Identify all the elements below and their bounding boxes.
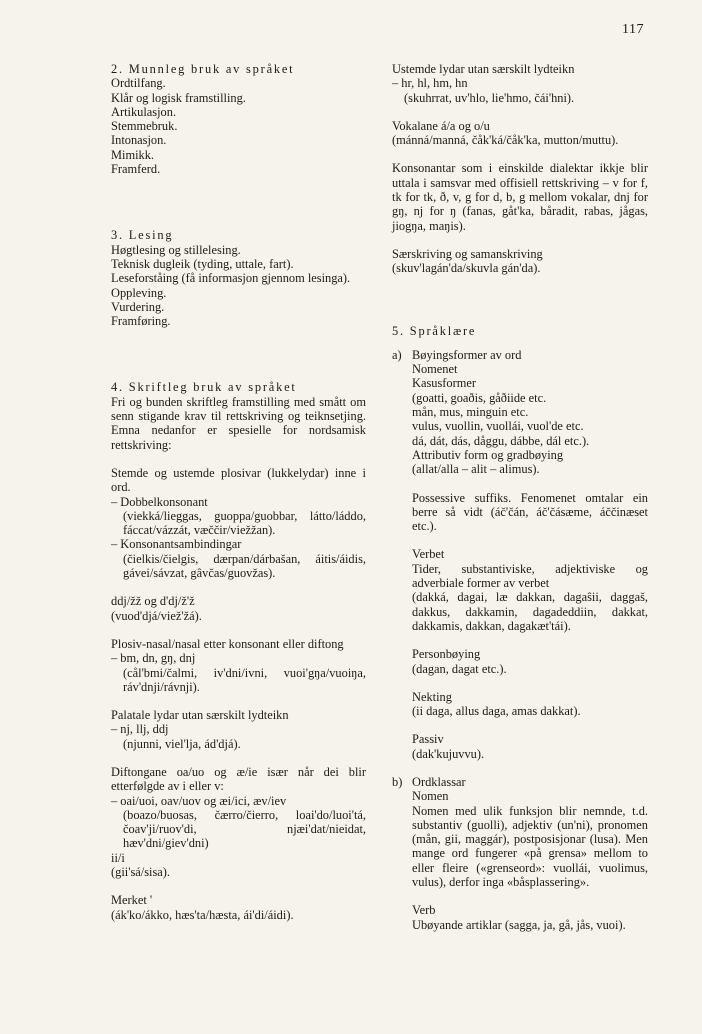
- subsection-b: [392, 775, 648, 932]
- list-item: – Dobbelkonsonant: [111, 495, 366, 509]
- list-item: Vurdering.: [111, 299, 165, 314]
- section-heading-4: 4. Skriftleg bruk av språket: [111, 380, 297, 395]
- paragraph: Plosiv-nasal/nasal etter konsonant eller diftong: [111, 636, 344, 651]
- example-text: (viekká/lieggas, guoppa/guobbar, látto/láddo, fáccat/vázzát, væččir/viežžan).: [123, 508, 366, 538]
- list-item: Intonasjon.: [111, 133, 167, 148]
- example-text: (gii'sá/sisa).: [111, 865, 171, 880]
- list-item: – oai/uoi, oav/uov og æi/ici, æv/iev: [111, 794, 366, 808]
- list-item: – hr, hl, hm, hn: [392, 76, 648, 90]
- paragraph: Stemde og ustemde plosivar (lukkelydar) inne i ord.: [111, 465, 366, 495]
- subheading: Personbøying: [412, 647, 481, 662]
- section-heading-2: 2. Munnleg bruk av språket: [111, 62, 295, 76]
- example-text: (cål'bmi/čalmi, iv'dni/ivni, vuoi'gŋa/vuoiŋa, ráv'dnji/rávnji).: [123, 665, 366, 694]
- paragraph: Fri og bunden skriftleg framstilling med smått om senn stigande krav til rettskriving og teiknsetjing. Emna nedanfor er spesielle for nordsamisk rettskriving:: [111, 394, 366, 452]
- left-column: [111, 62, 366, 922]
- list-item: Framferd.: [111, 162, 161, 177]
- example-text: (allat/alla – alit – alimus).: [412, 462, 540, 477]
- paragraph: Særskriving og samanskriving: [392, 246, 543, 261]
- subheading: Nomenet: [412, 362, 458, 377]
- paragraph: ii/i: [111, 850, 125, 865]
- example-text: (ii daga, allus daga, amas dakkat).: [412, 704, 581, 719]
- example-text: (dakká, dagai, læ dakkan, dagaŝii, daggaš, dakkus, dakkamin, dagadeddiin, dakkat, dakkamis, dakkan, dagakæt'tái).: [412, 590, 648, 633]
- page-number: 117: [622, 22, 644, 37]
- subheading: Attributiv form og gradbøying: [412, 447, 564, 462]
- paragraph: Konsonantar som i einskilde dialektar ikkje blir uttala i samsvar med offisiell rettskriving – v for f, tk for tk, ð, v, g for d, b, g mellom vokalar, dnj for gŋ, nj for ŋ (fanas, gåt'ka, båradit, rabas, jågas, jiogŋa, maŋis).: [392, 161, 648, 233]
- subsection-title: Ordklassar: [412, 774, 466, 789]
- paragraph: Nomen med ulik funksjon blir nemnde, t.d. substantiv (guolli), adjektiv (un'ni), pronomen (mån, gii, maggár), postposisjonar (lusa). Men mange ord fungerer «på grensa» mellom to eller fleire («grenseord»: vuollái, vuolimus, vulus), derfor inga «båsplassering».: [412, 803, 648, 890]
- example-text: (skuv'lagán'da/skuvla gán'da).: [392, 261, 541, 276]
- list-item: Leseforståing (få informasjon gjennom lesinga).: [111, 271, 351, 286]
- subsection-title: Bøyingsformer av ord: [412, 347, 522, 362]
- list-item: – bm, dn, gŋ, dnj: [111, 651, 366, 665]
- list-item: Høgtlesing og stillelesing.: [111, 242, 241, 257]
- paragraph: Ubøyande artiklar (sagga, ja, gå, jås, vuoi).: [412, 917, 626, 932]
- example-text: (dak'kujuvvu).: [412, 746, 485, 761]
- list-item: – Konsonantsambindingar: [111, 537, 366, 551]
- example-text: (njunni, viel'lja, ád'djá).: [123, 736, 241, 751]
- subheading: Verb: [412, 903, 436, 918]
- list-item: Framføring.: [111, 314, 171, 329]
- subheading: Passiv: [412, 732, 444, 747]
- section-heading-5: 5. Språklære: [392, 323, 477, 338]
- subheading: Verbet: [412, 547, 445, 562]
- example-text: (mánná/manná, čåk'ká/čåk'ka, mutton/muttu).: [392, 133, 619, 148]
- list-item: – nj, llj, ddj: [111, 722, 366, 736]
- example-text: (skuhrrat, uv'hlo, lie'hmo, čái'hni).: [404, 90, 575, 105]
- subheading: Nomen: [412, 789, 449, 804]
- list-item: Mimikk.: [111, 147, 155, 162]
- subsection-a: [392, 348, 648, 761]
- example-text: (ák'ko/ákko, hæs'ta/hæsta, ái'di/áidi).: [111, 907, 294, 922]
- right-column: [392, 62, 648, 932]
- subsection-label: a): [392, 347, 402, 362]
- example-text: (dagan, dagat etc.).: [412, 661, 507, 676]
- example-text: (boazo/buosas, čærro/čierro, loai'do/luoi'tá, čoav'ji/ruov'di, njæi'dat/nieidat, hæv'dni/giev'dni): [123, 807, 366, 851]
- list-item: Oppleving.: [111, 285, 167, 300]
- list-item: Stemmebruk.: [111, 119, 178, 134]
- paragraph: Palatale lydar utan særskilt lydteikn: [111, 708, 289, 723]
- example-text: mån, mus, minguin etc.: [412, 405, 529, 420]
- example-text: vulus, vuollin, vuollái, vuol'de etc.: [412, 419, 584, 434]
- paragraph: Ustemde lydar utan særskilt lydteikn: [392, 62, 575, 76]
- list-item: Klår og logisk framstilling.: [111, 90, 246, 105]
- subheading: Nekting: [412, 689, 452, 704]
- section-heading-3: 3. Lesing: [111, 228, 174, 243]
- paragraph: ddj/žž og d'dj/ž'ž: [111, 594, 195, 609]
- paragraph: Tider, substantiviske, adjektiviske og adverbiale former av verbet: [412, 561, 648, 591]
- list-item: Ordtilfang.: [111, 76, 166, 91]
- list-item: Teknisk dugleik (tyding, uttale, fart).: [111, 256, 294, 271]
- paragraph: Possessive suffiks. Fenomenet omtalar ein berre så vidt (áč'čán, áč'čásæme, áččinæset etc.).: [412, 490, 648, 534]
- example-text: (goatti, goaðis, gåðiide etc.: [412, 390, 547, 405]
- subsection-label: b): [392, 774, 403, 789]
- example-text: (vuod'djá/viež'žá).: [111, 608, 202, 623]
- paragraph: Vokalane á/a og o/u: [392, 118, 490, 133]
- example-text: dá, dát, dás, dåggu, dábbe, dál etc.).: [412, 433, 590, 448]
- subheading: Kasusformer: [412, 376, 476, 391]
- paragraph: Diftongane oa/uo og æ/ie især når dei blir etterfølgde av i eller v:: [111, 764, 366, 794]
- list-item: Artikulasjon.: [111, 104, 177, 119]
- example-text: (čielkis/čielgis, dærpan/dárbašan, áitis/áidis, gávei/sávzat, gâvčas/guovžas).: [123, 551, 366, 581]
- paragraph: Merket ': [111, 893, 153, 908]
